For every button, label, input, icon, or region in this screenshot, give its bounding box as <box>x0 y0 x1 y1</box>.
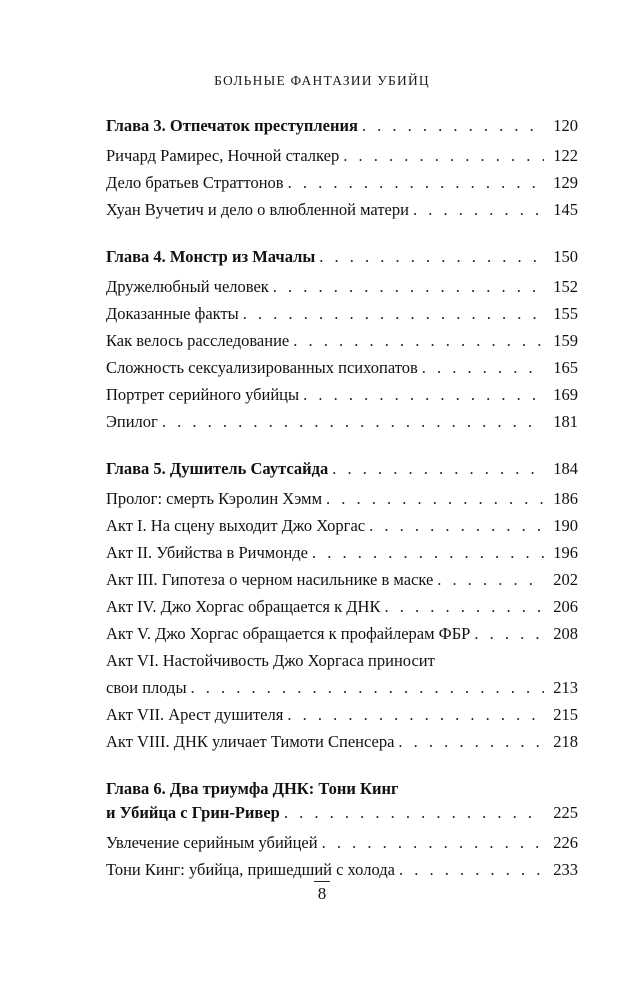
chapter-heading[interactable] <box>106 245 578 269</box>
chapter-heading[interactable] <box>106 457 578 481</box>
toc-entry[interactable] <box>106 730 578 754</box>
leader-dots <box>332 457 544 481</box>
toc-entry[interactable] <box>106 410 578 434</box>
toc-entry[interactable] <box>106 356 578 380</box>
leader-dots <box>273 275 544 299</box>
entry-title: Тони Кинг: убийца, пришедший с холода <box>106 860 395 879</box>
entry-title: Дружелюбный человек <box>106 277 269 296</box>
chapter-title: Глава 4. Монстр из Мачалы <box>106 247 316 266</box>
leader-dots <box>413 198 544 222</box>
entry-title: Акт I. На сцену выходит Джо Хоргас <box>106 516 366 535</box>
page-number: 225 <box>553 803 578 822</box>
page-number: 159 <box>553 331 578 350</box>
toc-entry[interactable] <box>106 171 578 195</box>
entry-title: Как велось расследование <box>106 331 290 350</box>
leader-dots <box>303 383 544 407</box>
chapter-title: Глава 3. Отпечаток преступления <box>106 116 358 135</box>
leader-dots <box>243 302 544 326</box>
toc-entry-continuation <box>106 676 578 700</box>
entry-title-line1: Акт VI. Настойчивость Джо Хоргаса приносит <box>106 651 435 670</box>
leader-dots <box>162 410 544 434</box>
page-number: 129 <box>553 173 578 192</box>
toc-entry[interactable] <box>106 198 578 222</box>
toc-entry[interactable] <box>106 831 578 855</box>
page-number: 184 <box>553 459 578 478</box>
toc-entry[interactable] <box>106 275 578 299</box>
page-number: 155 <box>553 304 578 323</box>
page-number: 196 <box>553 543 578 562</box>
page-number: 169 <box>553 385 578 404</box>
leader-dots <box>369 514 544 538</box>
leader-dots <box>284 801 544 825</box>
page-number: 120 <box>553 116 578 135</box>
leader-dots <box>474 622 544 646</box>
page-number: 233 <box>553 860 578 879</box>
page-number: 226 <box>553 833 578 852</box>
leader-dots <box>422 356 544 380</box>
page-number: 150 <box>553 247 578 266</box>
chapter-3 <box>106 114 578 222</box>
toc-entry[interactable] <box>106 541 578 565</box>
entry-title: Эпилог <box>106 412 158 431</box>
leader-dots <box>293 329 544 353</box>
page-number: 122 <box>553 146 578 165</box>
entry-title: Акт III. Гипотеза о черном насильнике в маске <box>106 570 434 589</box>
leader-dots <box>312 541 544 565</box>
leader-dots <box>191 676 544 700</box>
entry-title: свои плоды <box>106 678 187 697</box>
page-number: 152 <box>553 277 578 296</box>
leader-dots <box>319 245 544 269</box>
entry-title: Сложность сексуализированных психопатов <box>106 358 418 377</box>
toc-entry[interactable] <box>106 329 578 353</box>
toc-entry-multiline[interactable] <box>106 649 578 700</box>
chapter-heading-continuation <box>106 801 578 825</box>
chapter-heading[interactable] <box>106 114 578 138</box>
page-number: 218 <box>553 732 578 751</box>
page-number: 190 <box>553 516 578 535</box>
page-number: 208 <box>553 624 578 643</box>
entry-title: Акт II. Убийства в Ричмонде <box>106 543 309 562</box>
leader-dots <box>384 595 544 619</box>
leader-dots <box>343 144 544 168</box>
leader-dots <box>362 114 544 138</box>
toc-entry[interactable] <box>106 622 578 646</box>
chapter-6 <box>106 777 578 882</box>
page-folio: 8 <box>317 884 327 903</box>
chapter-4 <box>106 245 578 434</box>
entry-title: Ричард Рамирес, Ночной сталкер <box>106 146 340 165</box>
page-number: 165 <box>553 358 578 377</box>
chapter-5 <box>106 457 578 754</box>
page-number: 215 <box>553 705 578 724</box>
toc-entry[interactable] <box>106 514 578 538</box>
leader-dots <box>399 858 544 882</box>
entry-title: Хуан Вучетич и дело о влюбленной матери <box>106 200 409 219</box>
chapter-title: Глава 5. Душитель Саутсайда <box>106 459 329 478</box>
leader-dots <box>322 831 544 855</box>
entry-title: Акт VIII. ДНК уличает Тимоти Спенсера <box>106 732 395 751</box>
entry-title: Доказанные факты <box>106 304 239 323</box>
toc-entry[interactable] <box>106 703 578 727</box>
entry-title: Портрет серийного убийцы <box>106 385 300 404</box>
page-number: 181 <box>553 412 578 431</box>
entry-title: Пролог: смерть Кэролин Хэмм <box>106 489 323 508</box>
entry-title: Акт V. Джо Хоргас обращается к профайлерам ФБР <box>106 624 471 643</box>
toc-entry[interactable] <box>106 487 578 511</box>
leader-dots <box>326 487 544 511</box>
running-head: БОЛЬНЫЕ ФАНТАЗИИ УБИЙЦ <box>214 73 430 88</box>
page-number: 145 <box>553 200 578 219</box>
entry-title: Акт VII. Арест душителя <box>106 705 284 724</box>
toc-entry[interactable] <box>106 595 578 619</box>
leader-dots <box>288 171 544 195</box>
table-of-contents <box>106 114 578 905</box>
chapter-title-line1: Глава 6. Два триумфа ДНК: Тони Кинг <box>106 779 399 798</box>
toc-entry[interactable] <box>106 383 578 407</box>
entry-title: Акт IV. Джо Хоргас обращается к ДНК <box>106 597 381 616</box>
toc-entry[interactable] <box>106 144 578 168</box>
chapter-title: и Убийца с Грин-Ривер <box>106 803 280 822</box>
toc-entry[interactable] <box>106 858 578 882</box>
chapter-heading-multiline[interactable] <box>106 777 578 825</box>
leader-dots <box>287 703 544 727</box>
toc-entry[interactable] <box>106 302 578 326</box>
leader-dots <box>437 568 544 592</box>
toc-entry[interactable] <box>106 568 578 592</box>
leader-dots <box>398 730 544 754</box>
page-number: 202 <box>553 570 578 589</box>
page-number: 213 <box>553 678 578 697</box>
entry-title: Дело братьев Страттонов <box>106 173 284 192</box>
folio-rule <box>314 881 330 882</box>
page-number: 206 <box>553 597 578 616</box>
entry-title: Увлечение серийным убийцей <box>106 833 318 852</box>
page-number: 186 <box>553 489 578 508</box>
